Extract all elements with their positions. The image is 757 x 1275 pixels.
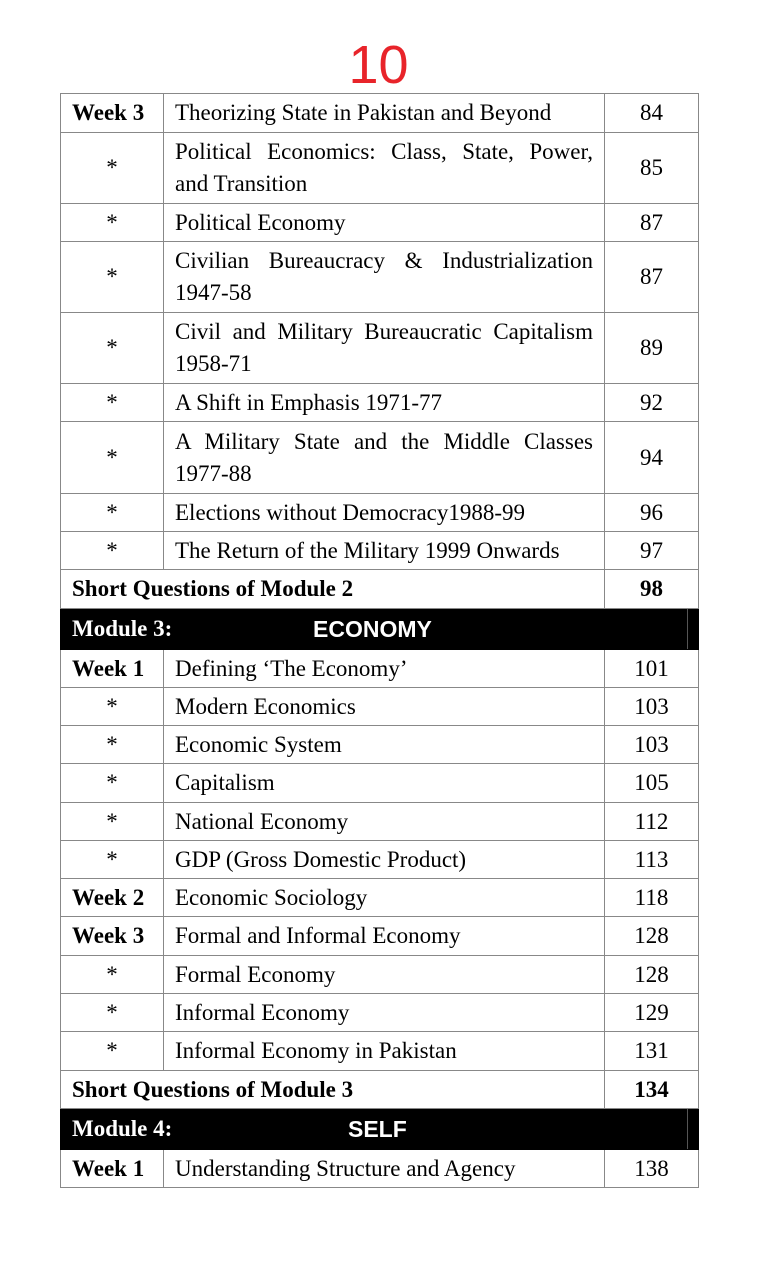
table-row: [61, 422, 699, 494]
page-ref: 129: [605, 994, 699, 1032]
module-header-cell: [61, 1109, 699, 1150]
bullet-marker: *: [61, 494, 164, 532]
bullet-marker: *: [61, 313, 164, 384]
page-ref: 103: [605, 726, 699, 764]
table-row: [61, 384, 699, 422]
page-ref: 112: [605, 803, 699, 841]
module-title: SELF: [348, 1116, 407, 1142]
page-ref: 98: [605, 570, 699, 609]
table-row: [61, 764, 699, 803]
table-row: [61, 1150, 699, 1188]
page-ref: 87: [605, 242, 699, 313]
page-ref: 94: [605, 422, 699, 494]
page-ref: 105: [605, 764, 699, 803]
topic-title: Defining ‘The Economy’: [164, 650, 605, 688]
summary-title: Short Questions of Module 3: [61, 1071, 605, 1109]
bullet-marker: *: [61, 384, 164, 422]
bullet-marker: *: [61, 1032, 164, 1071]
module-label: Module 3:: [72, 616, 173, 641]
module-header: [61, 609, 699, 650]
bullet-marker: *: [61, 994, 164, 1032]
week-label: Week 1: [61, 1150, 164, 1188]
bullet-marker: *: [61, 841, 164, 879]
divider: [687, 1109, 688, 1149]
page-number: 10: [348, 35, 409, 95]
page-ref: 89: [605, 313, 699, 384]
table-row: [61, 532, 699, 570]
topic-title: Informal Economy: [164, 994, 605, 1032]
table-row: [61, 494, 699, 532]
bullet-marker: *: [61, 242, 164, 313]
table-row: [61, 133, 699, 204]
topic-title: Theorizing State in Pakistan and Beyond: [164, 94, 605, 133]
topic-title: Elections without Democracy1988-99: [164, 494, 605, 532]
module-title: ECONOMY: [313, 616, 432, 642]
table-row: [61, 688, 699, 726]
module-label: Module 4:: [72, 1116, 173, 1141]
bullet-marker: *: [61, 133, 164, 204]
divider: [687, 609, 688, 649]
table-row: [61, 726, 699, 764]
table-row: [61, 94, 699, 133]
page-ref: 134: [605, 1071, 699, 1109]
page-ref: 128: [605, 956, 699, 994]
topic-title: The Return of the Military 1999 Onwards: [164, 532, 605, 570]
bullet-marker: *: [61, 726, 164, 764]
table-row: [61, 650, 699, 688]
page-ref: 113: [605, 841, 699, 879]
table-row: [61, 917, 699, 956]
table-row: [61, 994, 699, 1032]
page-ref: 97: [605, 532, 699, 570]
week-label: Week 2: [61, 879, 164, 917]
topic-title: Formal Economy: [164, 956, 605, 994]
topic-title: GDP (Gross Domestic Product): [164, 841, 605, 879]
page-ref: 92: [605, 384, 699, 422]
bullet-marker: *: [61, 532, 164, 570]
bullet-marker: *: [61, 764, 164, 803]
page-ref: 138: [605, 1150, 699, 1188]
page-ref: 84: [605, 94, 699, 133]
bullet-marker: *: [61, 688, 164, 726]
page-ref: 85: [605, 133, 699, 204]
table-row: [61, 313, 699, 384]
page-ref: 103: [605, 688, 699, 726]
week-label: Week 3: [61, 94, 164, 133]
summary-title: Short Questions of Module 2: [61, 570, 605, 609]
topic-title: Understanding Structure and Agency: [164, 1150, 605, 1188]
table-row: [61, 1032, 699, 1071]
summary-row: [61, 1071, 699, 1109]
page-ref: 96: [605, 494, 699, 532]
table-of-contents: [60, 93, 699, 1188]
topic-title: Modern Economics: [164, 688, 605, 726]
topic-title: A Military State and the Middle Classes 1977-88: [164, 422, 605, 494]
topic-title: A Shift in Emphasis 1971-77: [164, 384, 605, 422]
topic-title: National Economy: [164, 803, 605, 841]
topic-title: Informal Economy in Pakistan: [164, 1032, 605, 1071]
page-ref: 128: [605, 917, 699, 956]
table-row: [61, 956, 699, 994]
page-ref: 118: [605, 879, 699, 917]
topic-title: Formal and Informal Economy: [164, 917, 605, 956]
module-header: [61, 1109, 699, 1150]
bullet-marker: *: [61, 803, 164, 841]
week-label: Week 3: [61, 917, 164, 956]
topic-title: Economic Sociology: [164, 879, 605, 917]
bullet-marker: *: [61, 956, 164, 994]
topic-title: Civil and Military Bureaucratic Capitalism 1958-71: [164, 313, 605, 384]
page-ref: 87: [605, 204, 699, 242]
topic-title: Capitalism: [164, 764, 605, 803]
topic-title: Political Economy: [164, 204, 605, 242]
table-row: [61, 204, 699, 242]
page-ref: 101: [605, 650, 699, 688]
table-row: [61, 879, 699, 917]
topic-title: Political Economics: Class, State, Power, and Transition: [164, 133, 605, 204]
week-label: Week 1: [61, 650, 164, 688]
topic-title: Civilian Bureaucracy & Industrialization 1947-58: [164, 242, 605, 313]
page-ref: 131: [605, 1032, 699, 1071]
table-row: [61, 803, 699, 841]
topic-title: Economic System: [164, 726, 605, 764]
summary-row: [61, 570, 699, 609]
table-row: [61, 242, 699, 313]
table-row: [61, 841, 699, 879]
module-header-cell: [61, 609, 699, 650]
bullet-marker: *: [61, 204, 164, 242]
bullet-marker: *: [61, 422, 164, 494]
